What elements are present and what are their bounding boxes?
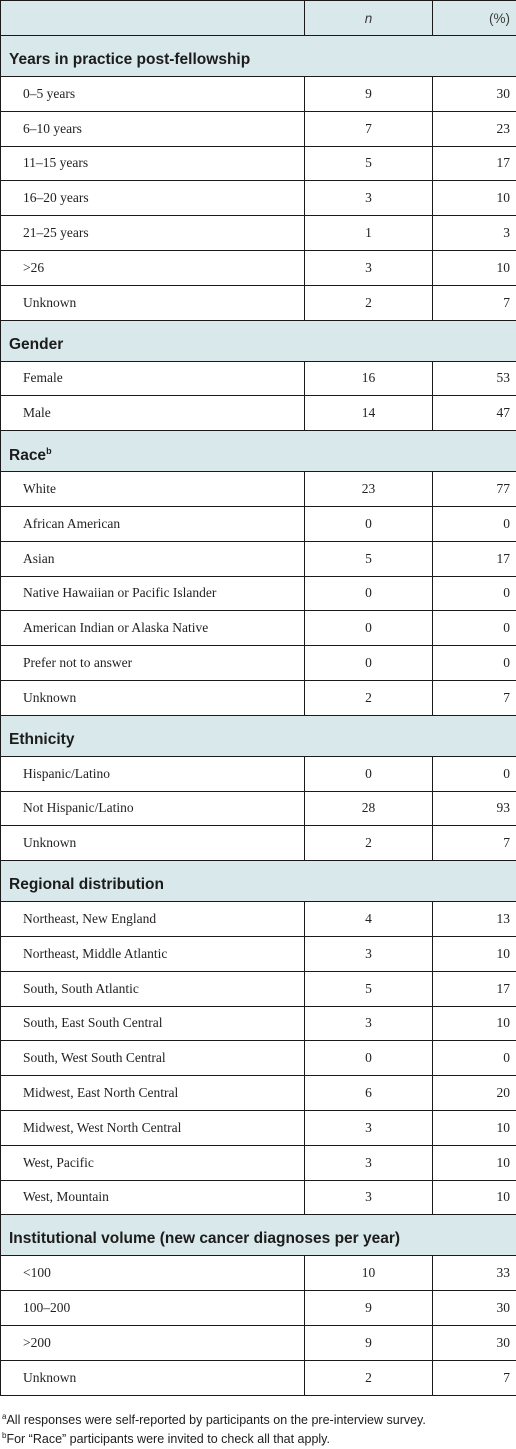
row-n-cell: 2 [305, 285, 433, 320]
table-row [1, 680, 516, 715]
row-n-cell: 9 [305, 1291, 433, 1326]
section-title: Race [9, 446, 47, 464]
row-percent-cell: 30 [433, 77, 516, 112]
row-percent-cell: 10 [433, 1180, 516, 1215]
section-title: Years in practice post-fellowship [9, 51, 251, 68]
row-label-cell: Northeast, Middle Atlantic [1, 936, 305, 971]
row-label-cell: Midwest, East North Central [1, 1076, 305, 1111]
table-row [1, 1006, 516, 1041]
row-n-cell: 9 [305, 77, 433, 112]
section-title-cell [1, 715, 516, 756]
row-percent-cell: 7 [433, 285, 516, 320]
table-row [1, 216, 516, 251]
row-percent-cell: 17 [433, 541, 516, 576]
row-label-cell: Native Hawaiian or Pacific Islander [1, 576, 305, 611]
row-percent-cell: 53 [433, 361, 516, 396]
row-label-cell: Unknown [1, 1360, 305, 1395]
table-row [1, 936, 516, 971]
table-row [1, 541, 516, 576]
row-n-cell: 2 [305, 826, 433, 861]
row-percent-cell: 17 [433, 146, 516, 181]
row-percent-cell: 10 [433, 1145, 516, 1180]
row-n-cell: 2 [305, 1360, 433, 1395]
row-label-cell: Northeast, New England [1, 902, 305, 937]
table-row [1, 756, 516, 791]
row-percent-cell: 47 [433, 396, 516, 431]
section-header-row [1, 320, 516, 361]
section-title-cell [1, 431, 516, 472]
row-percent-cell: 13 [433, 902, 516, 937]
row-n-cell: 0 [305, 756, 433, 791]
table-row [1, 971, 516, 1006]
row-percent-cell: 3 [433, 216, 516, 251]
table-row [1, 902, 516, 937]
table-row [1, 1291, 516, 1326]
row-n-cell: 14 [305, 396, 433, 431]
section-footnote-mark: b [46, 445, 52, 456]
table-row [1, 576, 516, 611]
row-label-cell: Midwest, West North Central [1, 1110, 305, 1145]
row-label-cell: Unknown [1, 285, 305, 320]
table-row [1, 826, 516, 861]
table-row [1, 181, 516, 216]
header-label-cell [1, 1, 305, 36]
table-row [1, 1041, 516, 1076]
table-row [1, 1180, 516, 1215]
row-label-cell: >26 [1, 250, 305, 285]
row-percent-cell: 20 [433, 1076, 516, 1111]
table-row [1, 791, 516, 826]
row-label-cell: 0–5 years [1, 77, 305, 112]
row-percent-cell: 10 [433, 181, 516, 216]
section-title: Regional distribution [9, 876, 164, 894]
row-label-cell: Female [1, 361, 305, 396]
row-n-cell: 5 [305, 146, 433, 181]
row-n-cell: 3 [305, 1110, 433, 1145]
row-label-cell: <100 [1, 1256, 305, 1291]
row-label-cell: 100–200 [1, 1291, 305, 1326]
row-percent-cell: 30 [433, 1291, 516, 1326]
table-row [1, 646, 516, 681]
row-n-cell: 3 [305, 1145, 433, 1180]
row-label-cell: Not Hispanic/Latino [1, 791, 305, 826]
row-percent-cell: 0 [433, 756, 516, 791]
section-header-row [1, 431, 516, 472]
section-header-row [1, 861, 516, 902]
footnote-text: For “Race” participants were invited to check all that apply. [6, 1432, 330, 1447]
row-n-cell: 4 [305, 902, 433, 937]
row-label-cell: West, Pacific [1, 1145, 305, 1180]
table-row [1, 1110, 516, 1145]
footnote-b [2, 1431, 330, 1446]
row-percent-cell: 0 [433, 611, 516, 646]
row-percent-cell: 77 [433, 472, 516, 507]
section-title-cell [1, 36, 516, 77]
row-n-cell: 0 [305, 1041, 433, 1076]
row-label-cell: Unknown [1, 680, 305, 715]
table-row [1, 285, 516, 320]
table-row [1, 146, 516, 181]
row-label-cell: 6–10 years [1, 111, 305, 146]
row-n-cell: 28 [305, 791, 433, 826]
section-title-cell [1, 1215, 516, 1256]
row-n-cell: 0 [305, 576, 433, 611]
row-label-cell: South, South Atlantic [1, 971, 305, 1006]
row-percent-cell: 0 [433, 646, 516, 681]
row-n-cell: 3 [305, 1006, 433, 1041]
footnote-a [2, 1412, 426, 1427]
row-label-cell: 21–25 years [1, 216, 305, 251]
row-percent-cell: 17 [433, 971, 516, 1006]
row-percent-cell: 10 [433, 1006, 516, 1041]
row-n-cell: 23 [305, 472, 433, 507]
row-label-cell: Asian [1, 541, 305, 576]
table-row [1, 611, 516, 646]
row-percent-cell: 0 [433, 576, 516, 611]
row-label-cell: >200 [1, 1325, 305, 1360]
row-label-cell: Hispanic/Latino [1, 756, 305, 791]
header-percent-cell: (%) [433, 1, 516, 36]
row-n-cell: 3 [305, 250, 433, 285]
table-body [1, 36, 516, 1396]
table-row [1, 77, 516, 112]
row-percent-cell: 7 [433, 826, 516, 861]
row-percent-cell: 10 [433, 936, 516, 971]
row-percent-cell: 0 [433, 506, 516, 541]
table-row [1, 1256, 516, 1291]
section-title-cell [1, 861, 516, 902]
row-n-cell: 10 [305, 1256, 433, 1291]
footnote-mark: b [2, 1431, 7, 1440]
table-row [1, 506, 516, 541]
row-percent-cell: 30 [433, 1325, 516, 1360]
table-header-row [1, 1, 516, 36]
row-n-cell: 9 [305, 1325, 433, 1360]
table-row [1, 1145, 516, 1180]
row-label-cell: Unknown [1, 826, 305, 861]
row-label-cell: African American [1, 506, 305, 541]
row-n-cell: 3 [305, 936, 433, 971]
row-n-cell: 7 [305, 111, 433, 146]
table-row [1, 1076, 516, 1111]
section-header-row [1, 1215, 516, 1256]
row-n-cell: 3 [305, 1180, 433, 1215]
row-percent-cell: 23 [433, 111, 516, 146]
row-percent-cell: 10 [433, 250, 516, 285]
section-title: Institutional volume (new cancer diagnoses per year) [9, 1230, 401, 1248]
row-label-cell: South, West South Central [1, 1041, 305, 1076]
table-row [1, 1325, 516, 1360]
section-title-cell [1, 320, 516, 361]
row-label-cell: American Indian or Alaska Native [1, 611, 305, 646]
row-percent-cell: 7 [433, 1360, 516, 1395]
row-label-cell: Male [1, 396, 305, 431]
row-label-cell: Prefer not to answer [1, 646, 305, 681]
row-percent-cell: 33 [433, 1256, 516, 1291]
row-n-cell: 1 [305, 216, 433, 251]
row-n-cell: 3 [305, 181, 433, 216]
table-row [1, 1360, 516, 1395]
row-label-cell: South, East South Central [1, 1006, 305, 1041]
row-n-cell: 0 [305, 611, 433, 646]
row-percent-cell: 10 [433, 1110, 516, 1145]
row-n-cell: 16 [305, 361, 433, 396]
row-n-cell: 0 [305, 646, 433, 681]
table-row [1, 361, 516, 396]
row-percent-cell: 7 [433, 680, 516, 715]
row-n-cell: 2 [305, 680, 433, 715]
section-title: Ethnicity [9, 730, 75, 748]
row-n-cell: 5 [305, 541, 433, 576]
header-n-cell: n [305, 1, 433, 36]
row-label-cell: 11–15 years [1, 146, 305, 181]
section-header-row [1, 36, 516, 77]
row-n-cell: 0 [305, 506, 433, 541]
footnote-text: All responses were self-reported by participants on the pre-interview survey. [6, 1413, 426, 1428]
section-title: Gender [9, 335, 64, 353]
row-n-cell: 6 [305, 1076, 433, 1111]
row-percent-cell: 93 [433, 791, 516, 826]
row-label-cell: White [1, 472, 305, 507]
table-row [1, 111, 516, 146]
table-row [1, 472, 516, 507]
row-label-cell: 16–20 years [1, 181, 305, 216]
row-n-cell: 5 [305, 971, 433, 1006]
section-header-row [1, 715, 516, 756]
table-row [1, 396, 516, 431]
table-row [1, 250, 516, 285]
row-percent-cell: 0 [433, 1041, 516, 1076]
footnote-mark: a [2, 1412, 7, 1421]
row-label-cell: West, Mountain [1, 1180, 305, 1215]
